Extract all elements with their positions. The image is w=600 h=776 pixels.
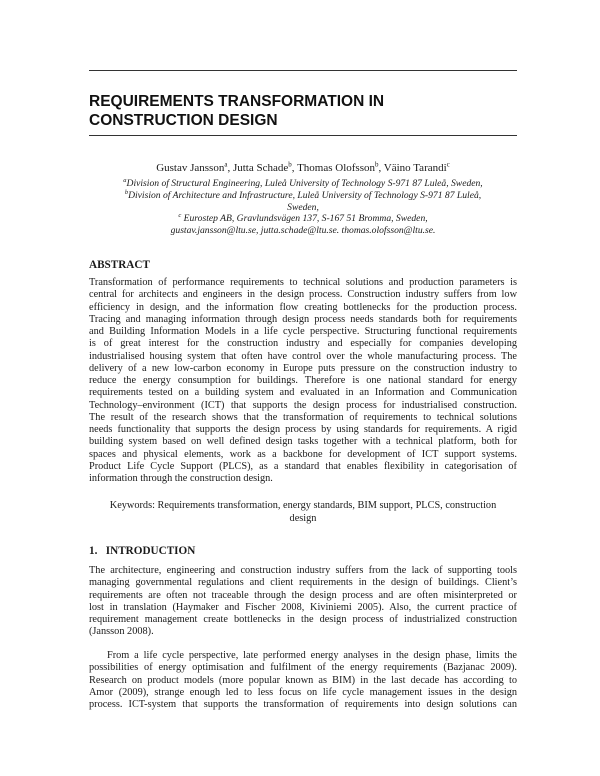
introduction-paragraph-1 <box>89 565 517 639</box>
introduction-heading: 1. INTRODUCTION <box>89 545 196 557</box>
abstract-line: and Building Information Models in a life cycle perspective. Structuring functional requirements <box>89 326 517 337</box>
body-line: managing governmental regulations and client requirements in the design of buildings. Client’s <box>89 577 517 589</box>
abstract-line: Technology–environment (ICT) that supports the design process for industrialised construction. <box>89 399 517 411</box>
header-rule-top <box>89 70 517 71</box>
author-list <box>89 162 517 174</box>
abstract-line: reduce the energy consumption for buildings. Therefore is one national standard for energy <box>89 375 517 386</box>
abstract-heading: ABSTRACT <box>89 259 150 271</box>
abstract-line: Transformation of performance requirements to technical solutions and production parameters is <box>89 277 517 288</box>
affiliation-c <box>100 213 506 225</box>
body-line: The architecture, engineering and construction industry suffers from the lack of supporting tools <box>89 565 517 576</box>
affiliation-mark: a <box>123 176 127 184</box>
abstract-line: requirements tested on a building system and evaluated in an Information and Communication <box>89 387 517 399</box>
keywords-line: design <box>289 512 317 524</box>
affiliation-mark: b <box>124 188 129 196</box>
author-affil-mark: a <box>224 160 228 169</box>
header-rule-bottom <box>89 135 517 136</box>
author-name: Väino Tarandi <box>383 162 447 174</box>
author-affil-mark: b <box>374 160 379 169</box>
abstract-line: efficiency in design, and the information flow creating bottlenecks for the production process. <box>89 301 517 313</box>
affiliation-a <box>100 178 506 190</box>
body-line: possibilities of energy optimisation and fulfilment of the energy requirements (Bazjanac 2009). <box>89 662 517 674</box>
affiliation-text: Eurostep AB, Gravlundsvägen 137, S-167 51 Bromma, Sweden, <box>181 213 428 224</box>
author-name: Gustav Jansson <box>156 162 225 174</box>
title-line-1: REQUIREMENTS TRANSFORMATION IN <box>89 93 385 110</box>
abstract-line: Product Life Cycle Support (PLCS), as a standard that enables flexibility in categorisation of <box>89 460 517 472</box>
title-line-2: CONSTRUCTION DESIGN <box>89 112 278 129</box>
abstract-line: information through the construction design. <box>89 473 273 484</box>
abstract-line: is of great interest for the construction industry and especially for companies developing <box>89 338 517 350</box>
body-line: requirement management create bottlenecks in the design process of industrialized construction <box>89 614 517 625</box>
affiliation-b <box>100 190 506 213</box>
body-line: Amor (2009), strange enough led to less focus on life cycle management issues in the design <box>89 686 517 698</box>
affiliation-text: Division of Architecture and Infrastructure, Luleå University of Technology S-971 87 Luleå, <box>128 190 482 201</box>
body-line: requirements are often not traceable through the design process and are often misinterpreted or <box>89 589 517 601</box>
paper-title <box>89 92 517 130</box>
body-line: From a life cycle perspective, late performed energy analyses in the design phase, limits the <box>107 650 517 661</box>
abstract-line: central for architects and engineers in the design process. Construction industry suffers from low <box>89 289 517 301</box>
keywords <box>89 500 517 525</box>
author-affil-mark: c <box>446 160 450 169</box>
abstract-line: spaces and physical elements, work as a backbone for development of ICT support systems. <box>89 448 517 460</box>
affiliation-text: Sweden, <box>287 201 319 213</box>
author-separator: , <box>227 162 233 174</box>
body-line: lost in translation (Haymaker and Fischer 2008, Kiviniemi 2005). Also, the current practice of <box>89 601 517 613</box>
affiliation-mark: c <box>178 211 182 219</box>
abstract-line: Tracing and managing information through design process needs standards both for requirements <box>89 313 517 325</box>
body-line: (Jansson 2008). <box>89 626 154 638</box>
introduction-paragraph-2 <box>89 650 517 711</box>
author-separator: , <box>291 162 298 174</box>
abstract-line: industrialised housing system that often have control over the whole manufacturing process. The <box>89 350 517 362</box>
abstract-line: building system based on well defined design tasks together with a technical platform, both for <box>89 436 517 448</box>
body-line: process. ICT-system that supports the transformation of requirements into design solutions can <box>89 699 517 710</box>
keywords-line: Keywords: Requirements transformation, energy standards, BIM support, PLCS, construction <box>109 500 497 511</box>
author-name: Thomas Olofsson <box>297 162 375 174</box>
author-affil-mark: b <box>288 160 292 169</box>
body-line: Research on product models (more popular known as BIM) in the last decade has according to <box>89 674 517 686</box>
author-emails: gustav.jansson@ltu.se, jutta.schade@ltu.se. thomas.olofsson@ltu.se. <box>170 225 436 236</box>
affiliation-text: Division of Structural Engineering, Luleå University of Technology S-971 87 Luleå, Sweden, <box>126 178 483 189</box>
author-name: Jutta Schade <box>232 162 289 174</box>
abstract-body <box>89 277 517 485</box>
author-separator: , <box>378 162 384 174</box>
abstract-line: delivery of a new low-carbon economy in Europe puts pressure on the construction industry to <box>89 362 517 374</box>
abstract-line: needs functionality that supports the design process by using standards for requirements. A rigid <box>89 424 517 435</box>
abstract-line: The result of the research shows that the transformation of requirements to technical solutions <box>89 411 517 423</box>
